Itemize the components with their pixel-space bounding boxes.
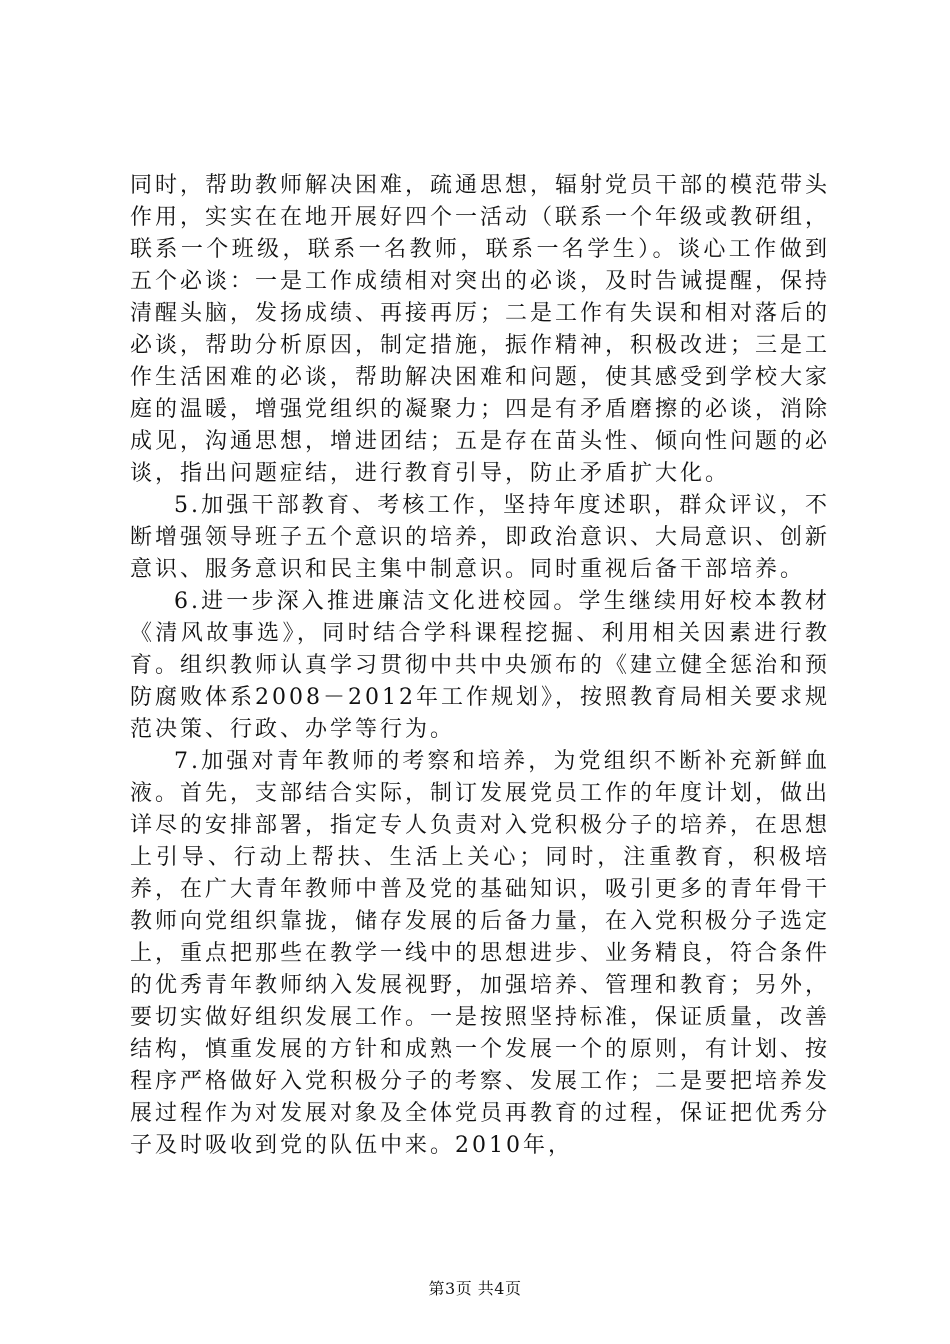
page-number-footer: 第3页 共4页	[428, 1279, 522, 1298]
document-body	[130, 170, 830, 1162]
paragraph-item-7: 7.加强对青年教师的考察和培养，为党组织不断补充新鲜血液。首先，支部结合实际，制订发展党员工作的年度计划，做出详尽的安排部署，指定专人负责对入党积极分子的培养，在思想上引导、行动上帮扶、生活上关心；同时，注重教育，积极培养，在广大青年教师中普及党的基础知识，吸引更多的青年骨干教师向党组织靠拢，储存发展的后备力量，在入党积极分子选定上，重点把那些在教学一线中的思想进步、业务精良，符合条件的优秀青年教师纳入发展视野，加强培养、管理和教育；另外，要切实做好组织发展工作。一是按照坚持标准，保证质量，改善结构，慎重发展的方针和成熟一个发展一个的原则，有计划、按程序严格做好入党积极分子的考察、发展工作；二是要把培养发展过程作为对发展对象及全体党员再教育的过程，保证把优秀分子及时吸收到党的队伍中来。2010年，	[130, 749, 831, 1158]
paragraph-item-5: 5.加强干部教育、考核工作，坚持年度述职，群众评议，不断增强领导班子五个意识的培养，即政治意识、大局意识、创新意识、服务意识和民主集中制意识。同时重视后备干部培养。	[130, 493, 831, 582]
paragraph-continuation: 同时，帮助教师解决困难，疏通思想，辐射党员干部的模范带头作用，实实在在地开展好四个一活动（联系一个年级或教研组，联系一个班级，联系一名教师，联系一名学生）。谈心工作做到五个必谈：一是工作成绩相对突出的必谈，及时告诫提醒，保持清醒头脑，发扬成绩、再接再厉；二是工作有失误和相对落后的必谈，帮助分析原因，制定措施，振作精神，积极改进；三是工作生活困难的必谈，帮助解决困难和问题，使其感受到学校大家庭的温暖，增强党组织的凝聚力；四是有矛盾磨擦的必谈，消除成见，沟通思想，增进团结；五是存在苗头性、倾向性问题的必谈，指出问题症结，进行教育引导，防止矛盾扩大化。	[130, 173, 831, 486]
paragraph-item-6: 6.进一步深入推进廉洁文化进校园。学生继续用好校本教材《清风故事选》，同时结合学科课程挖掘、利用相关因素进行教育。组织教师认真学习贯彻中共中央颁布的《建立健全惩治和预防腐败体系2008－2012年工作规划》，按照教育局相关要求规范决策、行政、办学等行为。	[130, 589, 831, 742]
